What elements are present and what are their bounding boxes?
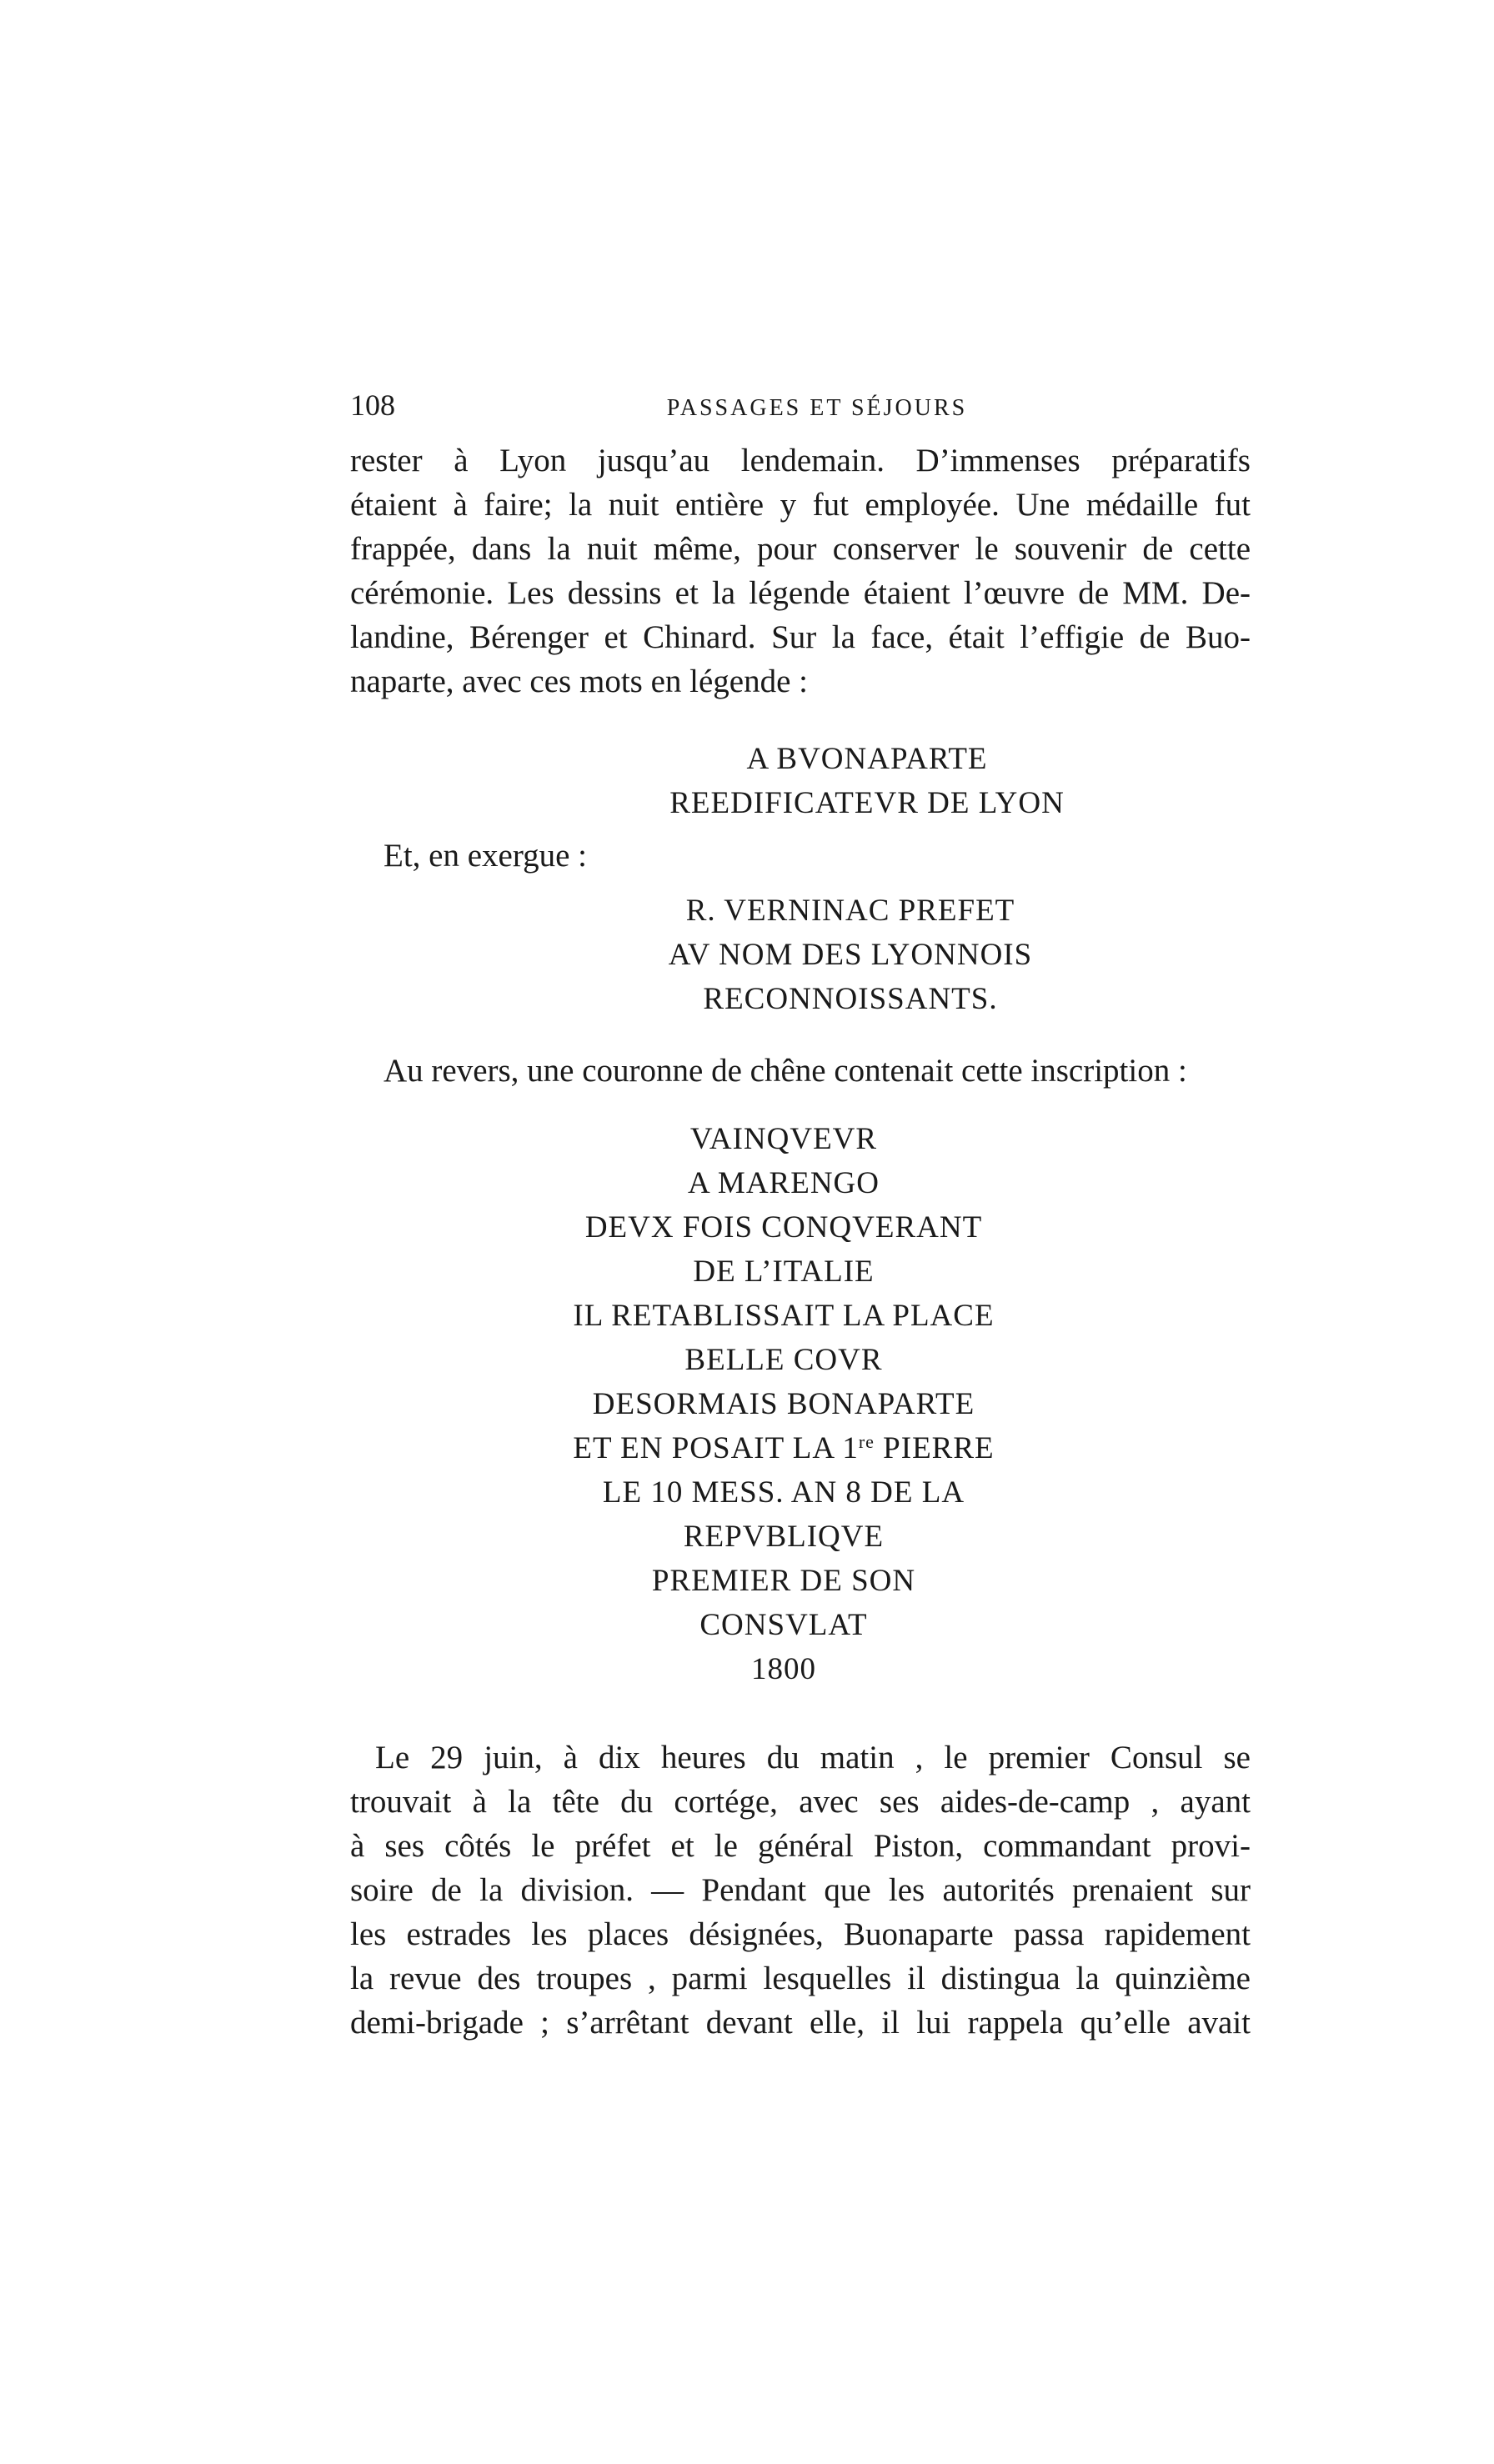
revers-description: Au revers, une couronne de chêne contenait cette inscription :: [384, 1053, 1187, 1089]
ordinal-before: ET EN POSAIT LA 1: [573, 1431, 859, 1465]
page-number: 108: [350, 388, 395, 422]
medal-face-inscription: [417, 737, 1317, 825]
page-header: [350, 385, 1251, 425]
inscription-line-ordinal: [333, 1426, 1234, 1470]
inscription-line: REEDIFICATEVR DE LYON: [669, 786, 1065, 820]
text-line: naparte, avec ces mots en légende :: [350, 664, 808, 699]
text-line: cérémonie. Les dessins et la légende étaient l’œuvre de MM. De-: [350, 575, 1251, 611]
text-line: trouvait à la tête du cortége, avec ses aides-de-camp , ayant: [350, 1784, 1251, 1820]
inscription-line: RECONNOISSANTS.: [703, 982, 998, 1016]
inscription-line: BELLE COVR: [684, 1343, 883, 1377]
inscription-line: PREMIER DE SON: [651, 1564, 916, 1598]
medal-exergue-inscription: [400, 889, 1301, 1021]
text-line: les estrades les places désignées, Buonaparte passa rapidement: [350, 1916, 1251, 1952]
running-head: PASSAGES ET SÉJOURS: [666, 395, 968, 421]
text-line: frappée, dans la nuit même, pour conserver le souvenir de cette: [350, 531, 1251, 567]
inscription-line: A BVONAPARTE: [746, 742, 988, 776]
text-line: à ses côtés le préfet et le général Piston, commandant provi-: [350, 1828, 1251, 1864]
paragraph-intro: [350, 438, 1251, 704]
inscription-line: A MARENGO: [688, 1166, 880, 1200]
text-line: Le 29 juin, à dix heures du matin , le premier Consul se: [375, 1740, 1251, 1775]
inscription-line: CONSVLAT: [699, 1608, 868, 1642]
inscription-line: AV NOM DES LYONNOIS: [668, 938, 1033, 972]
text-line: landine, Bérenger et Chinard. Sur la face, était l’effigie de Buo-: [350, 619, 1251, 655]
inscription-line: REPVBLIQVE: [683, 1520, 885, 1554]
text-line: demi-brigade ; s’arrêtant devant elle, il lui rappela qu’elle avait: [350, 2005, 1251, 2041]
ordinal-after: PIERRE: [874, 1431, 995, 1465]
exergue-label: Et, en exergue :: [384, 838, 588, 874]
inscription-line: DESORMAIS BONAPARTE: [592, 1387, 975, 1421]
text-line: rester à Lyon jusqu’au lendemain. D’immenses préparatifs: [350, 443, 1251, 478]
inscription-line: R. VERNINAC PREFET: [685, 894, 1015, 928]
ordinal-superscript: re: [858, 1431, 875, 1452]
text-line: soire de la division. — Pendant que les autorités prenaient sur: [350, 1872, 1251, 1908]
inscription-line: LE 10 MESS. AN 8 DE LA: [602, 1475, 965, 1510]
inscription-line: 1800: [751, 1652, 816, 1686]
medal-revers-inscription: [333, 1117, 1234, 1691]
inscription-line: IL RETABLISSAIT LA PLACE: [573, 1299, 995, 1333]
inscription-line: VAINQVEVR: [689, 1122, 878, 1156]
paragraph-ceremony: [350, 1735, 1251, 2045]
inscription-line: DE L’ITALIE: [693, 1255, 875, 1289]
inscription-line: DEVX FOIS CONQVERANT: [584, 1210, 983, 1245]
text-line: étaient à faire; la nuit entière y fut employée. Une médaille fut: [350, 487, 1251, 523]
text-line: la revue des troupes , parmi lesquelles il distingua la quinzième: [350, 1961, 1251, 1996]
